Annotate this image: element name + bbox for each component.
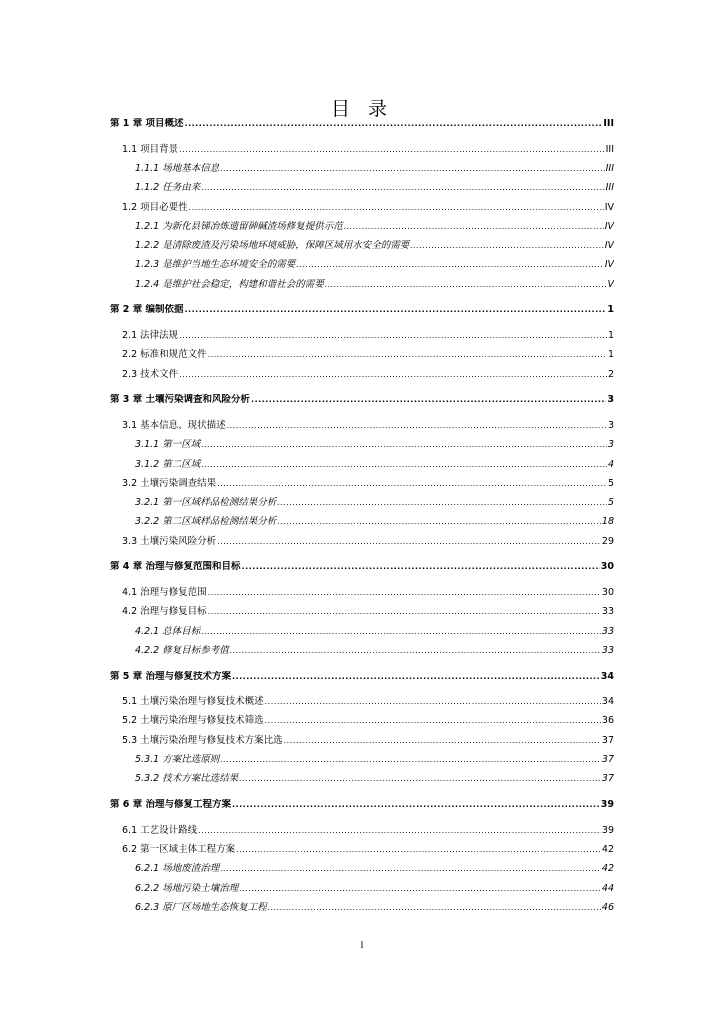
toc-entry-page: III	[605, 182, 614, 194]
toc-subsection-entry[interactable]	[110, 159, 614, 178]
toc-entry-page: IV	[604, 259, 614, 271]
toc-entry-title: 6.2.2 场地污染土壤治理	[135, 882, 239, 894]
toc-entry-page: IV	[604, 240, 614, 252]
toc-entry-title: 5.2 土壤污染治理与修复技术筛选	[122, 715, 264, 727]
toc-dot-leader	[227, 420, 607, 432]
toc-entry-title: 5.3.1 方案比选原则	[135, 754, 220, 766]
toc-entry-title: 第 2 章 编制依据	[110, 304, 184, 316]
toc-dot-leader	[208, 587, 601, 599]
toc-entry-page: 3	[607, 394, 614, 406]
toc-entry-page: 3	[607, 419, 614, 431]
toc-dot-leader	[220, 754, 601, 766]
toc-section-entry[interactable]	[110, 532, 614, 551]
toc-entry-title: 5.1 土壤污染治理与修复技术概述	[122, 696, 264, 708]
toc-entry-page: III	[605, 143, 614, 155]
toc-entry-title: 6.2.3 原厂区场地生态恢复工程	[135, 901, 267, 913]
toc-entry-page: 37	[601, 773, 614, 785]
toc-dot-leader	[217, 536, 601, 548]
toc-entry-title: 第 1 章 项目概述	[110, 118, 184, 129]
toc-entry-page: 42	[601, 863, 614, 875]
toc-dot-leader	[242, 561, 600, 573]
toc-dot-leader	[220, 163, 604, 175]
toc-dot-leader	[208, 606, 601, 618]
toc-subsection-entry[interactable]	[110, 256, 614, 275]
toc-entry-page: IV	[604, 220, 614, 232]
toc-subsection-entry[interactable]	[110, 770, 614, 789]
toc-entry-title: 4.2 治理与修复目标	[122, 606, 207, 618]
toc-dot-leader	[208, 349, 607, 361]
toc-entry-page: 5	[607, 477, 614, 489]
toc-subsection-entry[interactable]	[110, 436, 614, 455]
toc-dot-leader	[410, 240, 603, 252]
toc-dot-leader	[232, 799, 600, 811]
toc-dot-leader	[277, 516, 601, 528]
toc-dot-leader	[201, 626, 601, 638]
toc-dot-leader	[185, 304, 607, 316]
toc-section-entry[interactable]	[110, 326, 614, 345]
toc-entry-title: 第 4 章 治理与修复范围和目标	[110, 561, 241, 573]
toc-entry-page: 30	[601, 586, 614, 598]
toc-entry-page: V	[607, 278, 614, 290]
toc-entry-page: IV	[604, 201, 614, 213]
toc-entry-title: 3.2 土壤污染调查结果	[122, 477, 217, 489]
toc-entry-page: 39	[601, 824, 614, 836]
toc-dot-leader	[236, 844, 601, 856]
toc-dot-leader	[344, 221, 604, 233]
toc-section-entry[interactable]	[110, 731, 614, 750]
footer-page-number: I	[360, 940, 364, 950]
toc-entry-page: 37	[601, 734, 614, 746]
toc-entry-page: 1	[607, 304, 614, 316]
toc-dot-leader	[201, 182, 604, 194]
toc-subsection-entry[interactable]	[110, 236, 614, 255]
toc-dot-leader	[265, 696, 601, 708]
toc-section-entry[interactable]	[110, 365, 614, 384]
toc-entry-title: 5.3.2 技术方案比选结果	[135, 773, 239, 785]
toc-subsection-entry[interactable]	[110, 879, 614, 898]
toc-entry-title: 第 5 章 治理与修复技术方案	[110, 670, 232, 682]
toc-entry-title: 1.2.3 是维护当地生态环境安全的需要	[135, 259, 296, 271]
toc-entry-title: 1.1.1 场地基本信息	[135, 162, 220, 174]
toc-entry-title: 第 6 章 治理与修复工程方案	[110, 799, 232, 811]
toc-entry-title: 1.1.2 任务由来	[135, 182, 201, 194]
toc-subsection-entry[interactable]	[110, 493, 614, 512]
toc-subsection-entry[interactable]	[110, 860, 614, 879]
toc-dot-leader	[284, 735, 601, 747]
toc-entry-page: 29	[601, 535, 614, 547]
toc-entry-title: 5.3 土壤污染治理与修复技术方案比选	[122, 734, 283, 746]
toc-entry-title: 6.1 工艺设计路线	[122, 824, 198, 836]
toc-entry-title: 4.1 治理与修复范围	[122, 586, 207, 598]
toc-entry-page: 34	[600, 670, 614, 682]
toc-dot-leader	[179, 369, 607, 381]
toc-entry-page: 1	[607, 330, 614, 342]
toc-chapter-entry[interactable]	[110, 394, 614, 406]
toc-entry-page: 2	[607, 368, 614, 380]
toc-entry-page: 1	[607, 349, 614, 361]
toc-section-entry[interactable]	[110, 583, 614, 602]
toc-entry-title: 1.2.2 是清除废渣及污染场地环境威胁，保障区域用水安全的需要	[135, 240, 410, 252]
toc-entry-page: 34	[601, 696, 614, 708]
toc-entry-page: 39	[600, 799, 614, 811]
toc-entry-page: III	[603, 118, 614, 129]
toc-dot-leader	[277, 497, 607, 509]
toc-dot-leader	[239, 773, 601, 785]
toc-entry-title: 4.2.1 总体目标	[135, 625, 201, 637]
toc-dot-leader	[296, 259, 603, 271]
toc-entry-page: 37	[601, 754, 614, 766]
toc-subsection-entry[interactable]	[110, 275, 614, 294]
toc-chapter-entry[interactable]	[110, 671, 614, 683]
toc-dot-leader	[179, 144, 604, 156]
toc-entry-title: 第 3 章 土壤污染调查和风险分析	[110, 394, 251, 406]
toc-subsection-entry[interactable]	[110, 898, 614, 917]
toc-section-entry[interactable]	[110, 712, 614, 731]
toc-section-entry[interactable]	[110, 416, 614, 435]
toc-entry-title: 2.2 标准和规范文件	[122, 349, 207, 361]
toc-subsection-entry[interactable]	[110, 513, 614, 532]
toc-entry-page: 3	[607, 439, 614, 451]
toc-chapter-entry[interactable]	[110, 799, 614, 811]
toc-dot-leader	[265, 715, 601, 727]
toc-entry-title: 3.3 土壤污染风险分析	[122, 535, 217, 547]
toc-entry-page: 30	[600, 561, 614, 573]
toc-dot-leader	[268, 902, 601, 914]
toc-entry-title: 3.2.2 第二区域样品检测结果分析	[135, 516, 277, 528]
toc-entry-page: 44	[601, 882, 614, 894]
toc-entry-title: 3.2.1 第一区域样品检测结果分析	[135, 497, 277, 509]
toc-chapter-entry[interactable]	[110, 304, 614, 316]
toc-chapter-entry[interactable]	[110, 561, 614, 573]
toc-entry-page: 18	[601, 516, 614, 528]
toc-entry-title: 3.1 基本信息、现状描述	[122, 419, 226, 431]
toc-dot-leader	[201, 439, 607, 451]
toc-subsection-entry[interactable]	[110, 455, 614, 474]
toc-subsection-entry[interactable]	[110, 217, 614, 236]
toc-dot-leader	[232, 671, 600, 683]
toc-section-entry[interactable]	[110, 198, 614, 217]
toc-entry-title: 1.2.4 是维护社会稳定，构建和谐社会的需要	[135, 278, 324, 290]
toc-section-entry[interactable]	[110, 821, 614, 840]
toc-dot-leader	[201, 459, 607, 471]
toc-dot-leader	[179, 330, 607, 342]
toc-chapter-entry[interactable]	[110, 118, 614, 130]
toc-entry-page: 5	[607, 497, 614, 509]
toc-section-entry[interactable]	[110, 474, 614, 493]
toc-entry-page: 42	[601, 843, 614, 855]
toc-entry-page: 46	[601, 901, 614, 913]
toc-entry-title: 2.3 技术文件	[122, 368, 179, 380]
toc-section-entry[interactable]	[110, 603, 614, 622]
toc-dot-leader	[230, 645, 601, 657]
toc-dot-leader	[239, 883, 601, 895]
toc-subsection-entry[interactable]	[110, 622, 614, 641]
toc-entry-page: III	[605, 162, 614, 174]
toc-entry-page: 33	[601, 625, 614, 637]
toc-dot-leader	[185, 118, 603, 130]
toc-section-entry[interactable]	[110, 346, 614, 365]
toc-entry-page: 36	[601, 715, 614, 727]
toc-entry-title: 2.1 法律法规	[122, 330, 179, 342]
toc-entry-title: 6.2.1 场地废渣治理	[135, 863, 220, 875]
toc-dot-leader	[198, 825, 601, 837]
toc-dot-leader	[189, 202, 604, 214]
toc-entry-title: 1.1 项目背景	[122, 143, 179, 155]
toc-subsection-entry[interactable]	[110, 179, 614, 198]
toc-subsection-entry[interactable]	[110, 641, 614, 660]
toc-entry-title: 1.2 项目必要性	[122, 201, 188, 213]
toc-section-entry[interactable]	[110, 693, 614, 712]
toc-entry-title: 3.1.2 第二区域	[135, 458, 201, 470]
toc-entry-title: 6.2 第一区域主体工程方案	[122, 843, 236, 855]
toc-entry-page: 33	[601, 606, 614, 618]
toc-section-entry[interactable]	[110, 840, 614, 859]
toc-section-entry[interactable]	[110, 140, 614, 159]
table-of-contents	[110, 118, 614, 918]
toc-entry-title: 1.2.1 为新化县锑冶炼遗留砷碱渣场修复提供示范	[135, 220, 343, 232]
toc-entry-title: 3.1.1 第一区域	[135, 439, 201, 451]
toc-dot-leader	[220, 863, 601, 875]
page-title: 目 录	[330, 98, 394, 120]
toc-entry-page: 33	[601, 644, 614, 656]
toc-subsection-entry[interactable]	[110, 750, 614, 769]
toc-entry-page: 4	[607, 458, 614, 470]
toc-entry-title: 4.2.2 修复目标参考值	[135, 644, 229, 656]
toc-dot-leader	[217, 478, 607, 490]
toc-dot-leader	[251, 394, 606, 406]
toc-dot-leader	[325, 279, 607, 291]
